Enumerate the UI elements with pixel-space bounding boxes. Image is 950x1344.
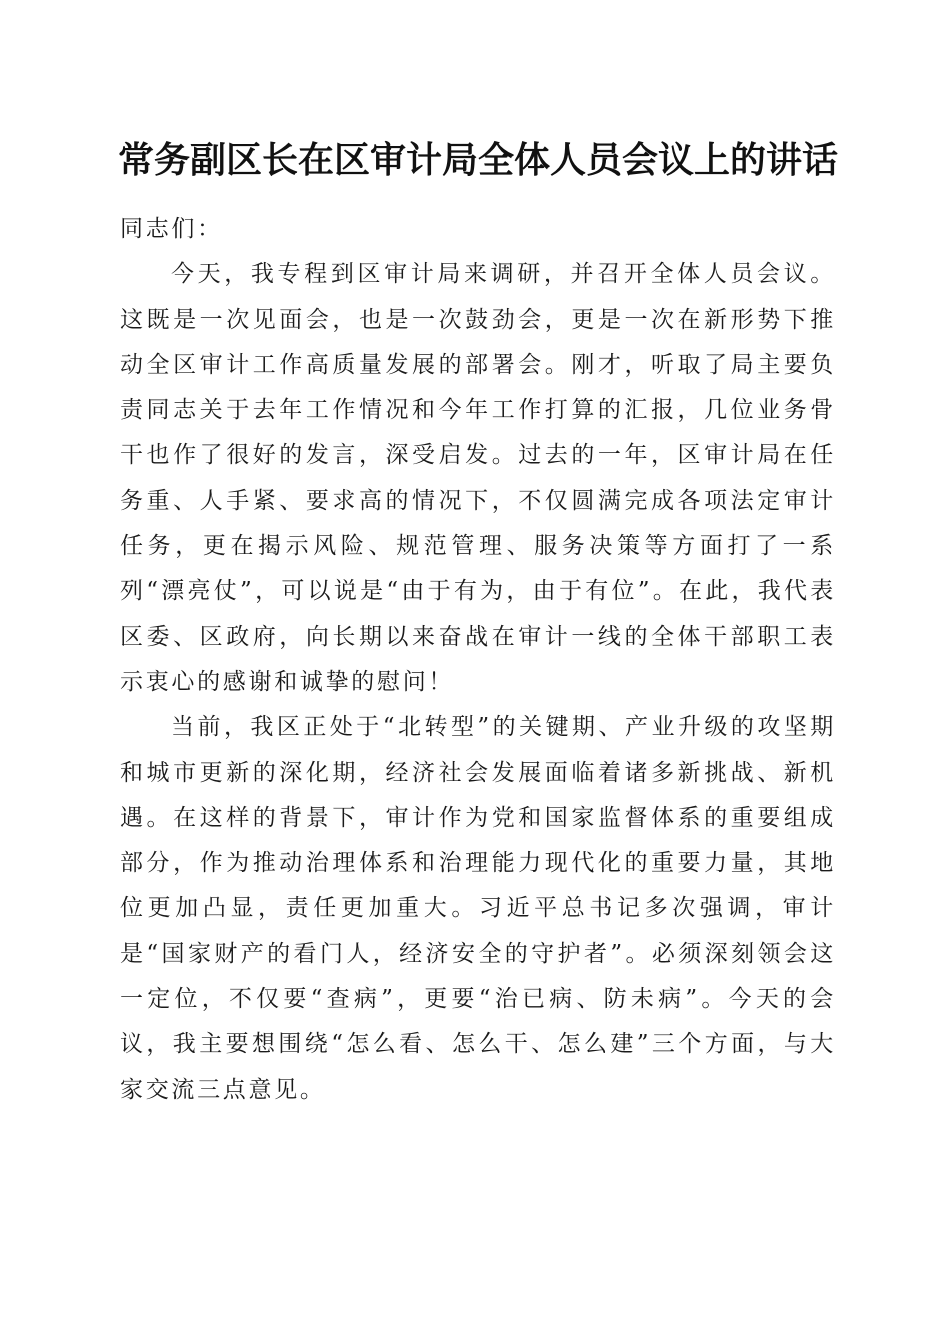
paragraph-2: 当前，我区正处于“北转型”的关键期、产业升级的攻坚期和城市更新的深化期，经济社会发展面临着诸多新挑战、新机遇。在这样的背景下，审计作为党和国家监督体系的重要组成部分，作为推动治理体系和治理能力现代化的重要力量，其地位更加凸显，责任更加重大。习近平总书记多次强调，审计是“国家财产的看门人，经济安全的守护者”。必须深刻领会这一定位，不仅要“查病”，更要“治已病、防未病”。今天的会议，我主要想围绕“怎么看、怎么干、怎么建”三个方面，与大家交流三点意见。 xyxy=(120,714,836,1103)
document-title: 常务副区长在区审计局全体人员会议上的讲话 xyxy=(118,139,839,181)
salutation: 同志们： xyxy=(120,216,223,242)
paragraph-1: 今天，我专程到区审计局来调研，并召开全体人员会议。这既是一次见面会，也是一次鼓劲会，更是一次在新形势下推动全区审计工作高质量发展的部署会。刚才，听取了局主要负责同志关于去年工作情况和今年工作打算的汇报，几位业务骨干也作了很好的发言，深受启发。过去的一年，区审计局在任务重、人手紧、要求高的情况下，不仅圆满完成各项法定审计任务，更在揭示风险、规范管理、服务决策等方面打了一系列“漂亮仗”，可以说是“由于有为，由于有位”。在此，我代表区委、区政府，向长期以来奋战在审计一线的全体干部职工表示衷心的感谢和诚挚的慰问！ xyxy=(120,261,836,695)
document-body xyxy=(120,207,836,1113)
